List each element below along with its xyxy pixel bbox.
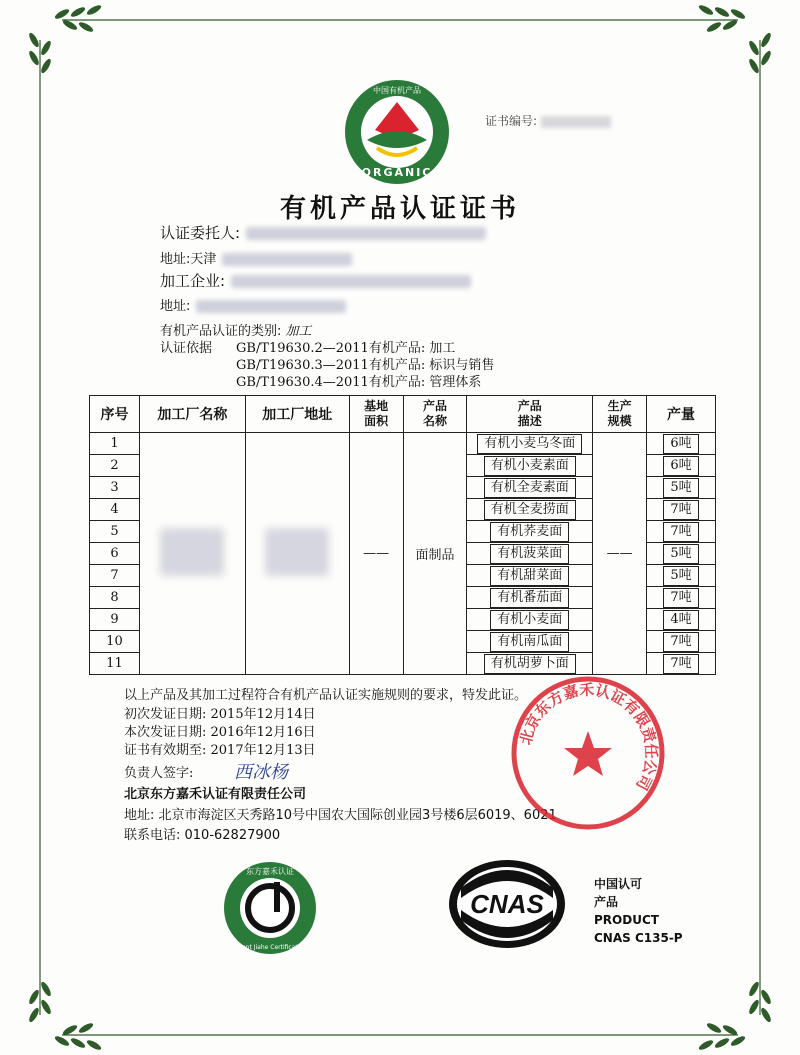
product-desc: 有机全麦捞面 bbox=[467, 499, 593, 521]
compliance-statement: 以上产品及其加工过程符合有机产品认证实施规则的要求，特发此证。 bbox=[124, 688, 528, 703]
client-label: 认证委托人: bbox=[160, 224, 241, 242]
certification-basis bbox=[160, 340, 495, 390]
row-no: 3 bbox=[90, 477, 140, 499]
product-desc: 有机番茄面 bbox=[467, 587, 593, 609]
row-no: 11 bbox=[90, 653, 140, 675]
cnas-line: 产品 bbox=[594, 895, 619, 909]
product-output: 7吨 bbox=[647, 521, 716, 543]
row-no: 10 bbox=[90, 631, 140, 653]
category-label: 有机产品认证的类别: bbox=[160, 324, 282, 339]
column-header-product-desc: 产品 描述 bbox=[467, 396, 593, 433]
product-output: 7吨 bbox=[647, 499, 716, 521]
row-no: 9 bbox=[90, 609, 140, 631]
row-no: 6 bbox=[90, 543, 140, 565]
column-header-scale: 生产 规模 bbox=[593, 396, 647, 433]
factory-name-cell bbox=[139, 433, 245, 675]
category-value: 加工 bbox=[285, 324, 312, 339]
processor-address-row bbox=[160, 295, 346, 314]
row-no: 1 bbox=[90, 433, 140, 455]
row-no: 8 bbox=[90, 587, 140, 609]
client-address-label: 地址: bbox=[160, 252, 191, 267]
base-area-cell: —— bbox=[349, 433, 403, 675]
category-row bbox=[160, 320, 312, 339]
svg-text:东方嘉禾认证: 东方嘉禾认证 bbox=[246, 867, 294, 876]
cnas-line: 中国认可 bbox=[594, 877, 643, 891]
column-header-output: 产量 bbox=[647, 396, 716, 433]
product-output: 5吨 bbox=[647, 477, 716, 499]
scale-cell: —— bbox=[593, 433, 647, 675]
cnas-logo-icon bbox=[447, 858, 567, 950]
orient-jiahe-logo-icon bbox=[222, 860, 318, 956]
issuer-company: 北京东方嘉禾认证有限责任公司 bbox=[124, 787, 307, 802]
processor-address-label: 地址: bbox=[160, 299, 191, 314]
factory-address-cell bbox=[245, 433, 349, 675]
redacted-factory-address bbox=[265, 528, 329, 576]
organic-logo-icon bbox=[343, 78, 451, 186]
row-no: 4 bbox=[90, 499, 140, 521]
official-seal-icon bbox=[508, 673, 668, 833]
table-header-row bbox=[90, 396, 716, 433]
redacted-client bbox=[246, 227, 486, 240]
client-row bbox=[160, 222, 486, 243]
product-output: 6吨 bbox=[647, 433, 716, 455]
issuer-address: 地址: 北京市海淀区天秀路10号中国农大国际创业园3号楼6层6019、6021 bbox=[124, 808, 557, 823]
redacted-number bbox=[541, 116, 611, 128]
product-desc: 有机菠菜面 bbox=[467, 543, 593, 565]
processor-label: 加工企业: bbox=[160, 272, 226, 290]
page-title: 有机产品认证证书 bbox=[279, 194, 520, 224]
redacted-client-address bbox=[222, 253, 352, 266]
svg-text:西冰杨: 西冰杨 bbox=[234, 762, 288, 783]
svg-text:北京东方嘉禾认证有限责任公司: 北京东方嘉禾认证有限责任公司 bbox=[516, 680, 661, 794]
issuer-phone: 联系电话: 010-62827900 bbox=[124, 828, 281, 843]
product-desc: 有机胡萝卜面 bbox=[467, 653, 593, 675]
product-desc: 有机甜菜面 bbox=[467, 565, 593, 587]
first-issue-date: 初次发证日期: 2015年12月14日 bbox=[124, 707, 316, 722]
column-header-factory-name: 加工厂名称 bbox=[139, 396, 245, 433]
basis-standard: GB/T19630.2—2011有机产品: 加工 bbox=[236, 341, 456, 356]
row-no: 7 bbox=[90, 565, 140, 587]
redacted-processor bbox=[231, 275, 471, 288]
basis-standard: GB/T19630.4—2011有机产品: 管理体系 bbox=[236, 375, 482, 390]
signature bbox=[232, 756, 312, 786]
basis-standard: GB/T19630.3—2011有机产品: 标识与销售 bbox=[236, 358, 495, 373]
svg-text:中国有机产品: 中国有机产品 bbox=[373, 86, 421, 95]
column-header-factory-address: 加工厂地址 bbox=[245, 396, 349, 433]
svg-text:ORGANIC: ORGANIC bbox=[361, 166, 433, 179]
column-header-no: 序号 bbox=[90, 396, 140, 433]
product-desc: 有机小麦面 bbox=[467, 609, 593, 631]
product-output: 5吨 bbox=[647, 543, 716, 565]
product-table bbox=[89, 395, 716, 675]
column-header-base-area: 基地 面积 bbox=[349, 396, 403, 433]
cnas-accreditation-text bbox=[594, 875, 683, 947]
product-output: 5吨 bbox=[647, 565, 716, 587]
redacted-factory-name bbox=[160, 528, 224, 576]
product-desc: 有机南瓜面 bbox=[467, 631, 593, 653]
column-header-product-name: 产品 名称 bbox=[403, 396, 467, 433]
product-output: 6吨 bbox=[647, 455, 716, 477]
product-name-cell: 面制品 bbox=[403, 433, 467, 675]
product-desc: 有机荞麦面 bbox=[467, 521, 593, 543]
processor-row bbox=[160, 270, 471, 291]
cnas-line: PRODUCT bbox=[594, 913, 659, 927]
row-no: 5 bbox=[90, 521, 140, 543]
svg-text:CNAS: CNAS bbox=[470, 889, 544, 919]
client-address-prefix: 天津 bbox=[190, 252, 217, 267]
redacted-processor-address bbox=[196, 300, 346, 313]
product-output: 7吨 bbox=[647, 631, 716, 653]
cnas-line: CNAS C135-P bbox=[594, 931, 683, 945]
product-output: 7吨 bbox=[647, 653, 716, 675]
this-issue-date: 本次发证日期: 2016年12月16日 bbox=[124, 725, 316, 740]
product-desc: 有机小麦乌冬面 bbox=[467, 433, 593, 455]
signer-label: 负责人签字: bbox=[124, 766, 194, 781]
client-address-row bbox=[160, 248, 352, 267]
row-no: 2 bbox=[90, 455, 140, 477]
table-row bbox=[90, 433, 716, 455]
product-desc: 有机全麦素面 bbox=[467, 477, 593, 499]
product-output: 4吨 bbox=[647, 609, 716, 631]
certificate-number: 证书编号: bbox=[485, 112, 611, 129]
product-desc: 有机小麦素面 bbox=[467, 455, 593, 477]
basis-label: 认证依据 bbox=[160, 341, 213, 356]
svg-text:Orient Jiahe Certification: Orient Jiahe Certification bbox=[233, 944, 307, 951]
valid-until-date: 证书有效期至: 2017年12月13日 bbox=[124, 743, 316, 758]
product-output: 7吨 bbox=[647, 587, 716, 609]
